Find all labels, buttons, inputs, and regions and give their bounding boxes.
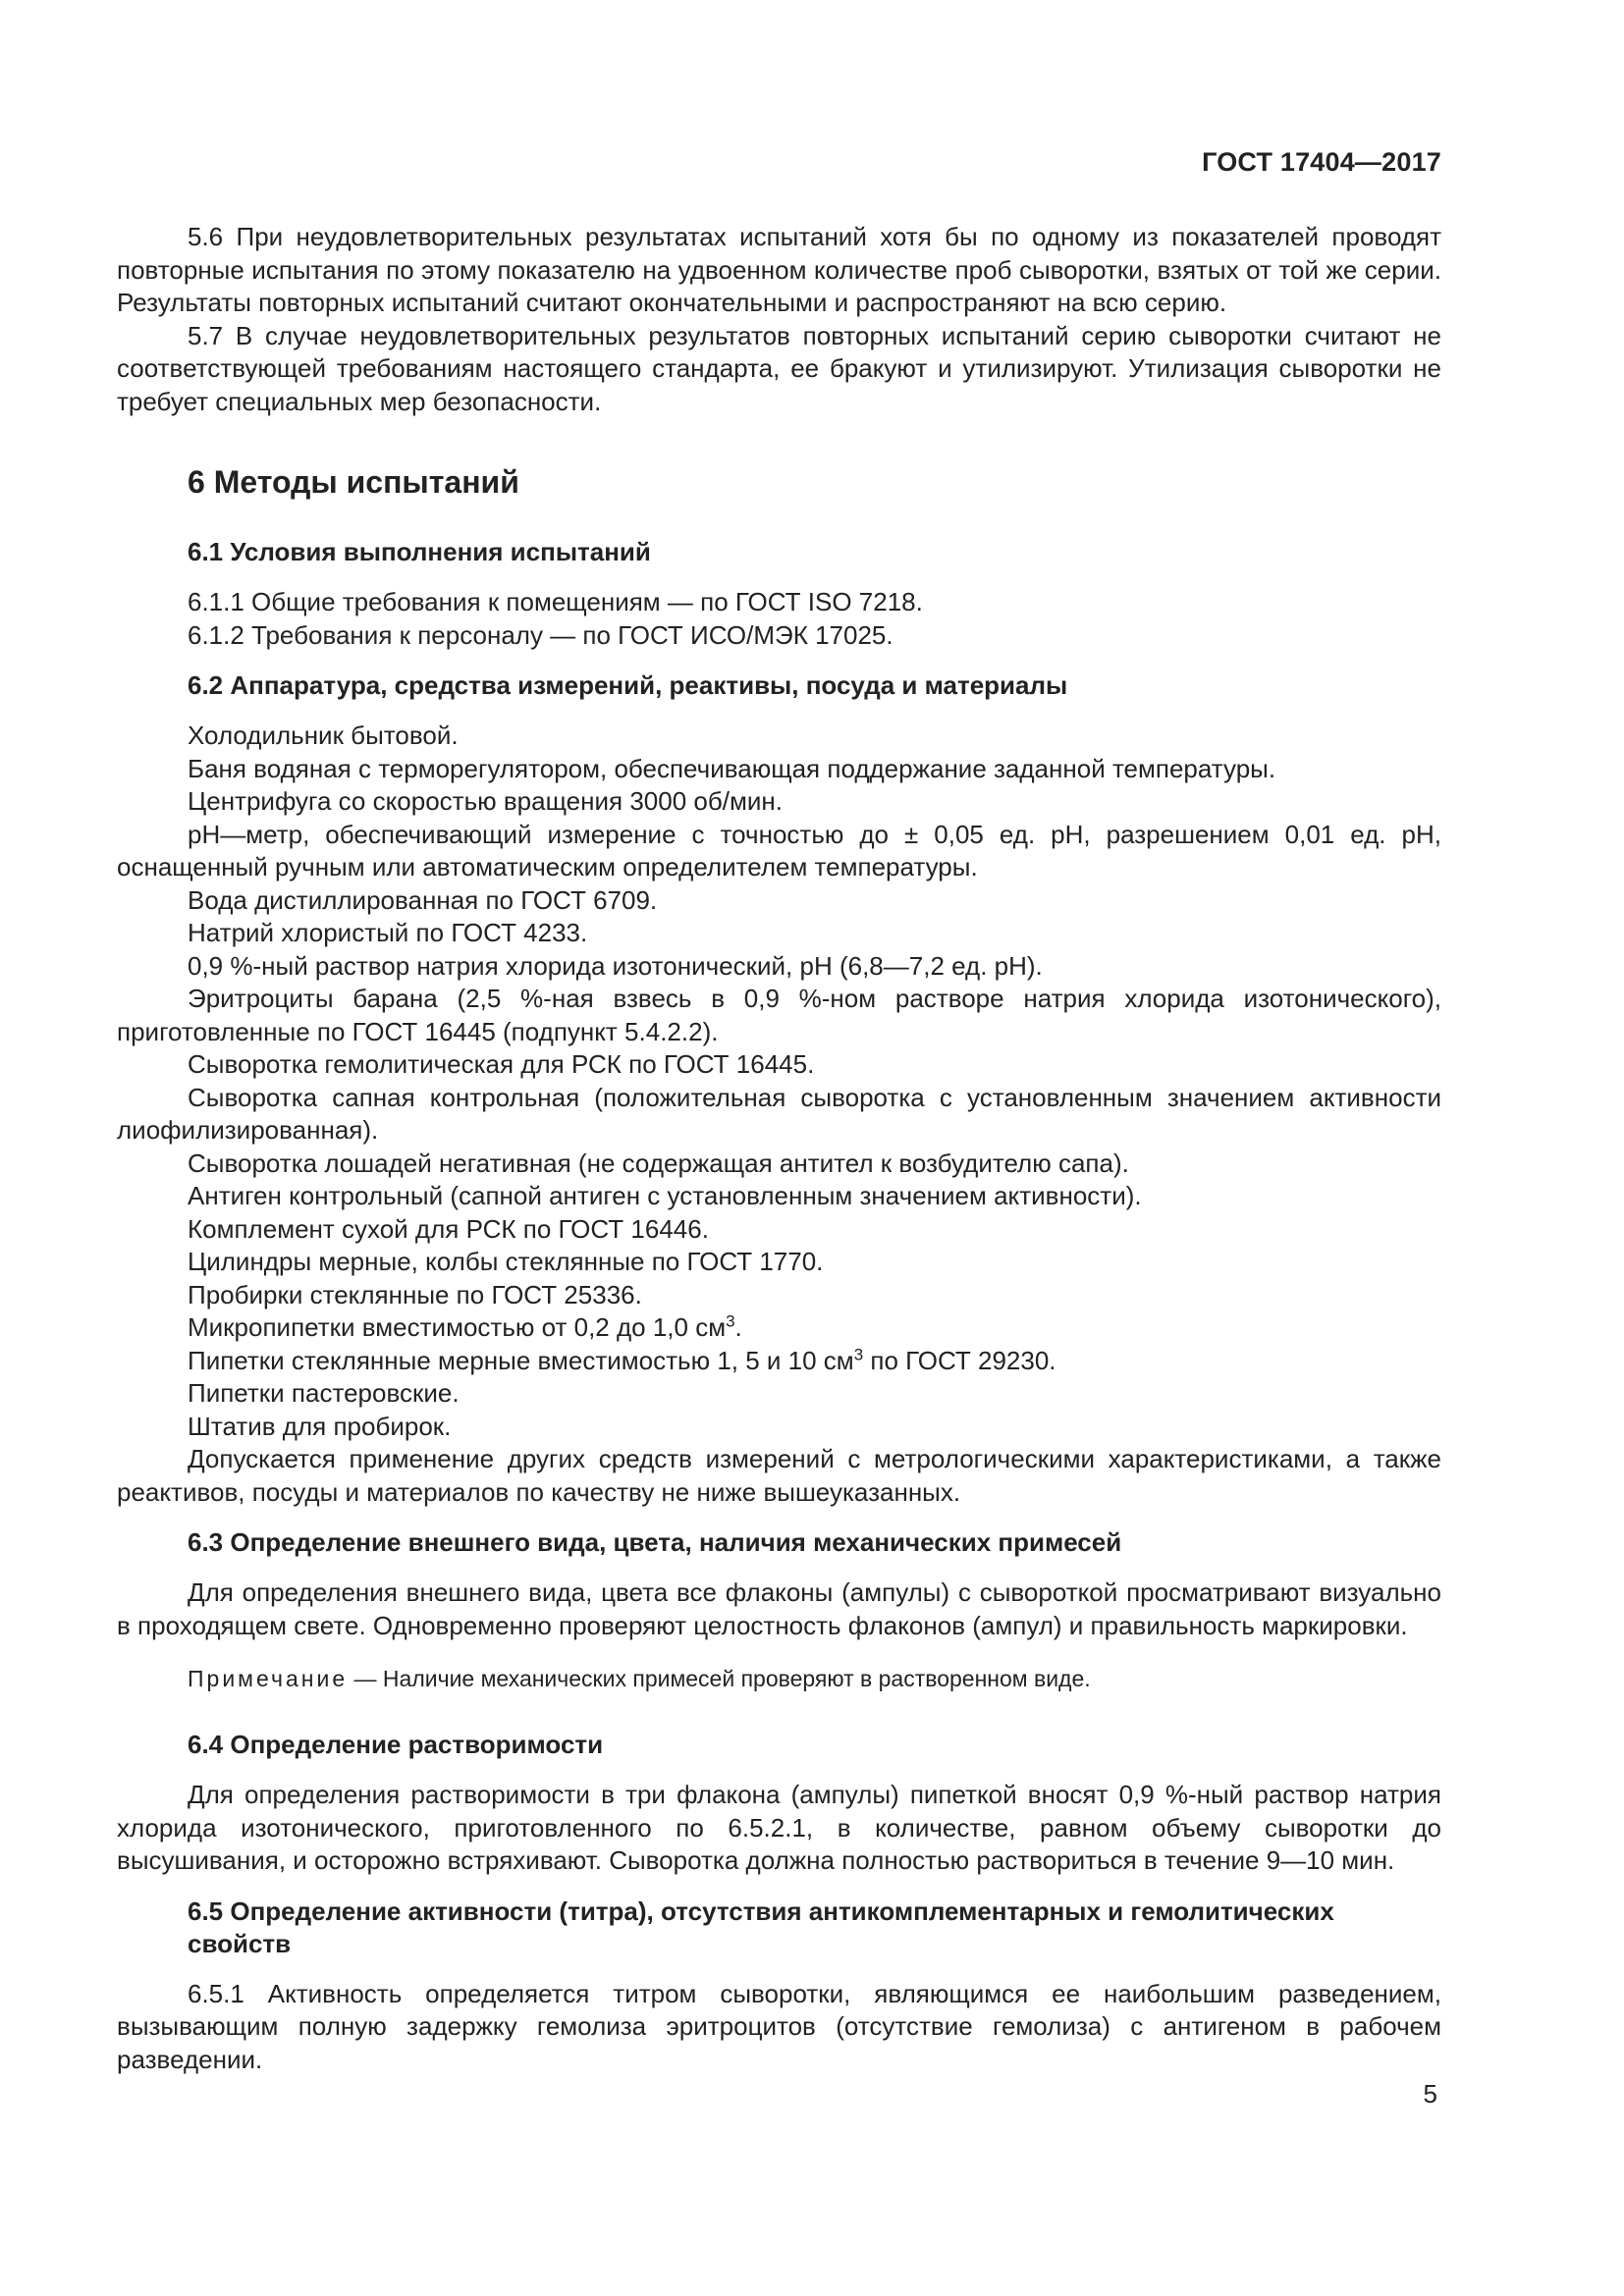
paragraph-6-4: Для определения растворимости в три флакона (ампулы) пипеткой вносят 0,9 %-ный раствор натрия хлорида изотонического, приготовленного по 6.5.2.1, в количестве, равном объему сыворотки до высушивания, и осторожно встряхивают. Сыворотка должна полностью раствориться в течение 9—10 мин.	[117, 1780, 1441, 1875]
equipment-item: Сыворотка сапная контрольная (положительная сыворотка с установленным значением активности лиофилизированная).	[117, 1082, 1441, 1145]
micropipettes-text: Микропипетки вместимостью от 0,2 до 1,0 см	[188, 1312, 727, 1342]
paragraph-5-6: 5.6 При неудовлетворительных результатах испытаний хотя бы по одному из показателей проводят повторные испытания по этому показателю на удвоенном количестве проб сыворотки, взятых от той же серии. Результаты повторных испытаний считают окончательными и распространяют на всю серию.	[117, 222, 1441, 317]
equipment-item: Цилиндры мерные, колбы стеклянные по ГОСТ 1770.	[188, 1247, 824, 1276]
equipment-item: Комплемент сухой для РСК по ГОСТ 16446.	[188, 1213, 709, 1244]
paragraph-6-3: Для определения внешнего вида, цвета все флаконы (ампулы) с сывороткой просматривают визуально в проходящем свете. Одновременно проверяют целостность флаконов (ампул) и правильность маркировки.	[117, 1577, 1441, 1640]
equipment-item: Баня водяная с терморегулятором, обеспечивающая поддержание заданной температуры.	[188, 753, 1276, 783]
equipment-item: Антиген контрольный (сапной антиген с установленным значением активности).	[188, 1181, 1142, 1210]
section-6-5-title: 6.5 Определение активности (титра), отсутствия антикомплементарных и гемолитических свойств	[188, 1896, 1334, 1958]
paragraph-6-5-1: 6.5.1 Активность определяется титром сыворотки, являющимся ее наибольшим разведением, вызывающим полную задержку гемолиза эритроцитов (отсутствие гемолиза) с антигеном в рабочем разведении.	[117, 1978, 1441, 2074]
micropipettes-end: .	[734, 1312, 742, 1342]
note-text: — Наличие механических примесей проверяют в растворенном виде.	[348, 1666, 1091, 1691]
page-number: 5	[1423, 2079, 1437, 2109]
paragraph-6-1-2: 6.1.2 Требования к персоналу — по ГОСТ ИСО/МЭК 17025.	[188, 619, 893, 650]
equipment-item: Центрифуга со скоростью вращения 3000 об/мин.	[188, 786, 783, 816]
section-6-2-title: 6.2 Аппаратура, средства измерений, реактивы, посуда и материалы	[188, 670, 1068, 700]
page-content	[117, 221, 1441, 2076]
note-label: Примечание	[188, 1666, 349, 1691]
superscript-3: 3	[853, 1344, 864, 1363]
pipettes-text: Пипетки стеклянные мерные вместимостью 1, 5 и 10 см	[188, 1345, 854, 1375]
equipment-item: Вода дистиллированная по ГОСТ 6709.	[188, 884, 658, 915]
pipettes-end: по ГОСТ 29230.	[863, 1345, 1056, 1375]
paragraph-6-1-1: 6.1.1 Общие требования к помещениям — по ГОСТ ISO 7218.	[188, 587, 923, 616]
note-6-3	[188, 1664, 1441, 1693]
equipment-item: Эритроциты барана (2,5 %-ная взвесь в 0,9 %-ном растворе натрия хлорида изотонического), приготовленные по ГОСТ 16445 (подпункт 5.4.2.2).	[117, 984, 1441, 1046]
section-6-4-title: 6.4 Определение растворимости	[188, 1730, 604, 1759]
equipment-item-pipettes	[117, 1345, 1441, 1378]
equipment-item: Сыворотка лошадей негативная (не содержащая антител к возбудителю сапа).	[188, 1148, 1129, 1178]
section-6-3-title: 6.3 Определение внешнего вида, цвета, наличия механических примесей	[188, 1527, 1122, 1557]
equipment-allowed-note: Допускается применение других средств измерений с метрологическими характеристиками, а также реактивов, посуды и материалов по качеству не ниже вышеуказанных.	[117, 1444, 1441, 1507]
equipment-item: Пипетки пастеровские.	[188, 1378, 460, 1408]
equipment-item: Натрий хлористый по ГОСТ 4233.	[188, 918, 588, 947]
equipment-item: Холодильник бытовой.	[188, 721, 459, 750]
section-6-1-title: 6.1 Условия выполнения испытаний	[188, 537, 651, 566]
standard-header: ГОСТ 17404—2017	[1202, 147, 1441, 177]
equipment-item: 0,9 %-ный раствор натрия хлорида изотонический, pH (6,8—7,2 ед. pH).	[188, 950, 1043, 981]
section-6-title: 6 Методы испытаний	[188, 464, 519, 500]
paragraph-5-7: 5.7 В случае неудовлетворительных результатов повторных испытаний серию сыворотки считают не соответствующей требованиям настоящего стандарта, ее бракуют и утилизируют. Утилизация сыворотки не требует специальных мер безопасности.	[117, 320, 1441, 416]
equipment-item: Сыворотка гемолитическая для РСК по ГОСТ 16445.	[188, 1049, 815, 1079]
equipment-item: Пробирки стеклянные по ГОСТ 25336.	[188, 1279, 642, 1309]
equipment-item-micropipettes	[117, 1311, 1441, 1345]
equipment-item: Штатив для пробирок.	[188, 1411, 452, 1441]
equipment-item: pH—метр, обеспечивающий измерение с точностью до ± 0,05 ед. pH, разрешением 0,01 ед. pH, оснащенный ручным или автоматическим определителем температуры.	[117, 819, 1441, 881]
superscript-3: 3	[726, 1311, 735, 1331]
